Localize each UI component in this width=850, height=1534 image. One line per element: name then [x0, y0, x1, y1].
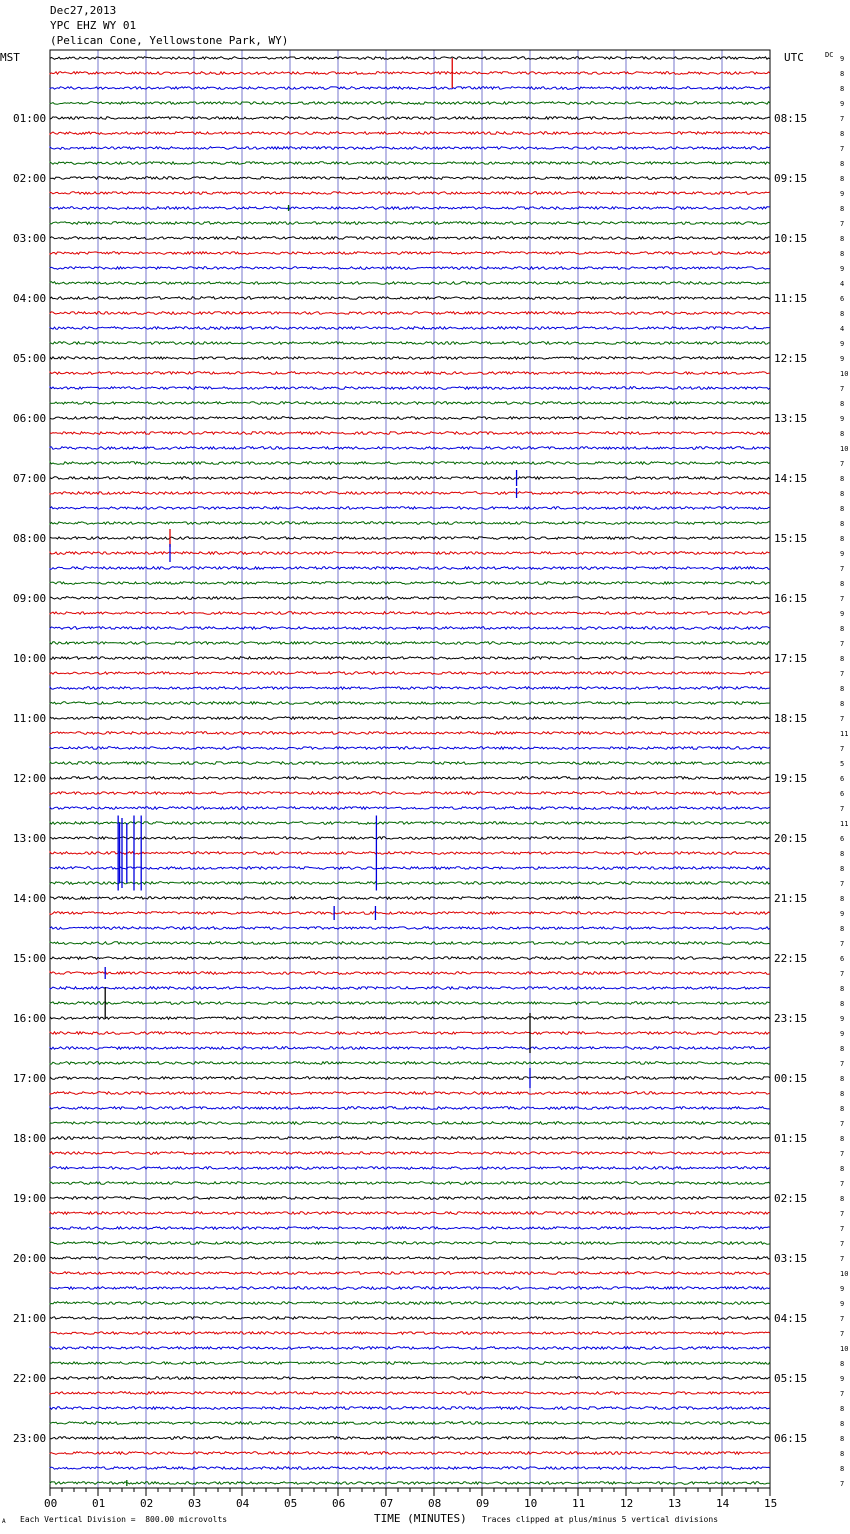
hour-label-left: 01:00 [13, 112, 47, 125]
trace-row [50, 1062, 770, 1065]
trace-row [50, 567, 770, 570]
hour-label-left: 13:00 [13, 832, 47, 845]
dc-offset-value: 8 [840, 1165, 845, 1173]
dc-offset-value: 6 [840, 835, 845, 843]
hour-label-left: 22:00 [13, 1372, 47, 1385]
hour-label-right: 12:15 [774, 352, 808, 365]
header-location: (Pelican Cone, Yellowstone Park, WY) [50, 34, 289, 47]
dc-offset-value: 8 [840, 1135, 845, 1143]
dc-offset-value: 7 [840, 1060, 845, 1068]
trace-row [50, 1317, 770, 1320]
trace-row [50, 477, 770, 480]
hour-label-left: 11:00 [13, 712, 47, 725]
dc-offset-value: 9 [840, 355, 845, 363]
dc-offset-value: 8 [840, 985, 845, 993]
trace-row [50, 942, 770, 945]
x-tick-label: 07 [380, 1497, 394, 1510]
hour-label-right: 16:15 [774, 592, 808, 605]
trace-row [50, 87, 770, 90]
x-tick-label: 15 [764, 1497, 778, 1510]
dc-offset-value: 9 [840, 1300, 845, 1308]
trace-row [50, 792, 770, 795]
dc-offset-value: 8 [840, 235, 845, 243]
trace-row [50, 777, 770, 780]
trace-row [50, 1107, 770, 1110]
x-tick-label: 12 [620, 1497, 634, 1510]
hour-label-left: 03:00 [13, 232, 47, 245]
trace-row [50, 1452, 770, 1455]
hour-label-right: 11:15 [774, 292, 808, 305]
dc-offset-value: 8 [840, 475, 845, 483]
trace-row [50, 1167, 770, 1170]
hour-label-left: 04:00 [13, 292, 47, 305]
hour-label-left: 06:00 [13, 412, 47, 425]
hour-label-right: 22:15 [774, 952, 808, 965]
dc-offset-value: 9 [840, 1030, 845, 1038]
trace-row [50, 1002, 770, 1005]
clip-note: Traces clipped at plus/minus 5 vertical divisions [482, 1515, 719, 1524]
dc-offset-value: 9 [840, 910, 845, 918]
trace-row [50, 207, 770, 210]
trace-row [50, 702, 770, 705]
trace-row [50, 1482, 770, 1485]
x-tick-label: 02 [140, 1497, 154, 1510]
x-tick-label: 04 [236, 1497, 250, 1510]
trace-row [50, 762, 770, 765]
dc-offset-value: 8 [840, 430, 845, 438]
hour-label-left: 10:00 [13, 652, 47, 665]
dc-offset-value: 8 [840, 685, 845, 693]
trace-row [50, 537, 770, 540]
dc-offset-value: 10 [840, 370, 849, 378]
hour-label-left: 05:00 [13, 352, 47, 365]
dc-offset-value: 7 [840, 1255, 845, 1263]
x-axis-label: TIME (MINUTES) [374, 1512, 467, 1525]
header-date: Dec27,2013 [50, 4, 117, 17]
dc-offset-value: 9 [840, 1285, 845, 1293]
dc-offset-value: 8 [840, 175, 845, 183]
trace-row [50, 657, 770, 660]
dc-offset-value: 8 [840, 520, 845, 528]
trace-row [50, 687, 770, 690]
dc-offset-value: 8 [840, 1465, 845, 1473]
header-station: YPC EHZ WY 01 [50, 19, 137, 32]
dc-offset-value: 7 [840, 880, 845, 888]
trace-row [50, 987, 770, 990]
hour-label-right: 03:15 [774, 1252, 808, 1265]
trace-row [50, 1032, 770, 1035]
x-tick-label: 14 [716, 1497, 730, 1510]
dc-offset-value: 7 [840, 1390, 845, 1398]
trace-row [50, 222, 770, 225]
trace-row [50, 1437, 770, 1440]
trace-row [50, 867, 770, 870]
x-tick-label: 03 [188, 1497, 202, 1510]
hour-label-right: 21:15 [774, 892, 808, 905]
trace-row [50, 597, 770, 600]
trace-row [50, 267, 770, 270]
left-timezone-label: MST [0, 51, 20, 64]
trace-row [50, 492, 770, 495]
trace-row [50, 237, 770, 240]
dc-offset-value: 9 [840, 1375, 845, 1383]
dc-offset-value: 8 [840, 895, 845, 903]
trace-row [50, 72, 770, 75]
trace-row [50, 1422, 770, 1425]
trace-row [50, 1302, 770, 1305]
trace-row [50, 1047, 770, 1050]
dc-offset-value: 7 [840, 1180, 845, 1188]
hour-label-left: 07:00 [13, 472, 47, 485]
hour-label-right: 09:15 [774, 172, 808, 185]
dc-offset-value: 7 [840, 115, 845, 123]
dc-offset-value: 8 [840, 1195, 845, 1203]
hour-label-right: 20:15 [774, 832, 808, 845]
x-tick-label: 13 [668, 1497, 682, 1510]
dc-label: DC [825, 51, 834, 59]
dc-offset-value: 8 [840, 205, 845, 213]
dc-offset-value: 7 [840, 1225, 845, 1233]
dc-offset-value: 6 [840, 955, 845, 963]
hour-label-right: 10:15 [774, 232, 808, 245]
dc-offset-value: 8 [840, 1450, 845, 1458]
hour-label-left: 09:00 [13, 592, 47, 605]
dc-offset-value: 7 [840, 595, 845, 603]
hour-label-right: 02:15 [774, 1192, 808, 1205]
trace-row [50, 672, 770, 675]
x-tick-label: 00 [44, 1497, 58, 1510]
hour-label-left: 08:00 [13, 532, 47, 545]
corner-mark: A [2, 1518, 6, 1525]
trace-row [50, 1467, 770, 1470]
dc-offset-value: 8 [840, 310, 845, 318]
hour-label-left: 15:00 [13, 952, 47, 965]
trace-row [50, 1272, 770, 1275]
trace-row [50, 1182, 770, 1185]
dc-offset-value: 9 [840, 100, 845, 108]
dc-offset-value: 8 [840, 700, 845, 708]
dc-offset-value: 10 [840, 445, 849, 453]
dc-offset-value: 8 [840, 865, 845, 873]
trace-row [50, 447, 770, 450]
trace-row [50, 837, 770, 840]
dc-offset-value: 8 [840, 1405, 845, 1413]
trace-row [50, 327, 770, 330]
dc-offset-value: 8 [840, 400, 845, 408]
hour-label-right: 04:15 [774, 1312, 808, 1325]
trace-row [50, 357, 770, 360]
trace-row [50, 282, 770, 285]
dc-offset-value: 9 [840, 415, 845, 423]
trace-row [50, 402, 770, 405]
dc-offset-value: 7 [840, 970, 845, 978]
dc-offset-value: 7 [840, 460, 845, 468]
trace-row [50, 177, 770, 180]
trace-row [50, 582, 770, 585]
dc-offset-value: 8 [840, 250, 845, 258]
trace-row [50, 522, 770, 525]
dc-offset-value: 8 [840, 625, 845, 633]
x-tick-label: 01 [92, 1497, 106, 1510]
dc-offset-value: 9 [840, 610, 845, 618]
trace-row [50, 297, 770, 300]
trace-row [50, 312, 770, 315]
trace-row [50, 57, 770, 60]
dc-offset-value: 10 [840, 1270, 849, 1278]
dc-offset-value: 10 [840, 1345, 849, 1353]
dc-offset-value: 8 [840, 1000, 845, 1008]
hour-label-left: 20:00 [13, 1252, 47, 1265]
trace-row [50, 642, 770, 645]
dc-offset-value: 6 [840, 295, 845, 303]
dc-offset-value: 7 [840, 1240, 845, 1248]
trace-row [50, 1377, 770, 1380]
hour-label-right: 01:15 [774, 1132, 808, 1145]
trace-row [50, 1332, 770, 1335]
trace-row [50, 1347, 770, 1350]
dc-offset-value: 7 [840, 385, 845, 393]
dc-offset-value: 8 [840, 1420, 845, 1428]
trace-row [50, 1392, 770, 1395]
trace-row [50, 162, 770, 165]
dc-offset-value: 8 [840, 1090, 845, 1098]
hour-label-right: 13:15 [774, 412, 808, 425]
dc-offset-value: 9 [840, 340, 845, 348]
trace-row [50, 1227, 770, 1230]
x-tick-label: 05 [284, 1497, 298, 1510]
x-tick-label: 10 [524, 1497, 538, 1510]
x-tick-label: 08 [428, 1497, 442, 1510]
dc-offset-value: 8 [840, 655, 845, 663]
trace-row [50, 342, 770, 345]
dc-offset-value: 8 [840, 1435, 845, 1443]
trace-row [50, 612, 770, 615]
dc-offset-value: 7 [840, 1120, 845, 1128]
trace-row [50, 1137, 770, 1140]
dc-offset-value: 8 [840, 505, 845, 513]
dc-offset-value: 7 [840, 715, 845, 723]
dc-offset-value: 7 [840, 940, 845, 948]
trace-row [50, 1092, 770, 1095]
trace-row [50, 102, 770, 105]
hour-label-right: 00:15 [774, 1072, 808, 1085]
trace-row [50, 627, 770, 630]
dc-offset-value: 4 [840, 280, 845, 288]
trace-row [50, 897, 770, 900]
dc-offset-value: 7 [840, 1330, 845, 1338]
dc-offset-value: 7 [840, 1150, 845, 1158]
hour-label-left: 16:00 [13, 1012, 47, 1025]
dc-offset-value: 8 [840, 580, 845, 588]
dc-offset-value: 8 [840, 85, 845, 93]
dc-offset-value: 8 [840, 925, 845, 933]
dc-offset-value: 8 [840, 1045, 845, 1053]
trace-row [50, 507, 770, 510]
trace-row [50, 732, 770, 735]
trace-row [50, 387, 770, 390]
x-tick-label: 06 [332, 1497, 346, 1510]
dc-offset-value: 7 [840, 565, 845, 573]
hour-label-left: 19:00 [13, 1192, 47, 1205]
hour-label-right: 05:15 [774, 1372, 808, 1385]
hour-label-right: 23:15 [774, 1012, 808, 1025]
hour-label-left: 18:00 [13, 1132, 47, 1145]
dc-offset-value: 7 [840, 745, 845, 753]
trace-row [50, 1152, 770, 1155]
trace-row [50, 912, 770, 915]
dc-offset-value: 7 [840, 1480, 845, 1488]
trace-row [50, 147, 770, 150]
dc-offset-value: 4 [840, 325, 845, 333]
hour-label-left: 23:00 [13, 1432, 47, 1445]
x-tick-label: 09 [476, 1497, 490, 1510]
dc-offset-value: 7 [840, 670, 845, 678]
dc-offset-value: 8 [840, 130, 845, 138]
dc-offset-value: 9 [840, 55, 845, 63]
trace-row [50, 822, 770, 825]
dc-offset-value: 6 [840, 790, 845, 798]
dc-offset-value: 9 [840, 1015, 845, 1023]
hour-label-right: 06:15 [774, 1432, 808, 1445]
dc-offset-value: 8 [840, 70, 845, 78]
hour-label-left: 02:00 [13, 172, 47, 185]
dc-offset-value: 8 [840, 1105, 845, 1113]
dc-offset-value: 8 [840, 1075, 845, 1083]
dc-offset-value: 7 [840, 805, 845, 813]
dc-offset-value: 9 [840, 190, 845, 198]
dc-offset-value: 5 [840, 760, 845, 768]
trace-row [50, 957, 770, 960]
dc-offset-value: 11 [840, 820, 849, 828]
trace-row [50, 252, 770, 255]
dc-offset-value: 8 [840, 490, 845, 498]
right-timezone-label: UTC [784, 51, 804, 64]
trace-row [50, 192, 770, 195]
trace-row [50, 1197, 770, 1200]
trace-row [50, 1077, 770, 1080]
hour-label-right: 08:15 [774, 112, 808, 125]
hour-label-right: 14:15 [774, 472, 808, 485]
hour-label-right: 19:15 [774, 772, 808, 785]
scale-note: Each Vertical Division = 800.00 microvolts [20, 1515, 228, 1524]
trace-row [50, 552, 770, 555]
trace-row [50, 852, 770, 855]
dc-offset-value: 9 [840, 550, 845, 558]
trace-row [50, 462, 770, 465]
hour-label-left: 12:00 [13, 772, 47, 785]
x-tick-label: 11 [572, 1497, 586, 1510]
trace-row [50, 1257, 770, 1260]
hour-label-left: 21:00 [13, 1312, 47, 1325]
dc-offset-value: 11 [840, 730, 849, 738]
trace-row [50, 972, 770, 975]
hour-label-right: 18:15 [774, 712, 808, 725]
dc-offset-value: 8 [840, 535, 845, 543]
dc-offset-value: 8 [840, 160, 845, 168]
trace-row [50, 1212, 770, 1215]
trace-row [50, 807, 770, 810]
trace-row [50, 1407, 770, 1410]
dc-offset-value: 7 [840, 640, 845, 648]
dc-offset-value: 7 [840, 220, 845, 228]
trace-row [50, 1017, 770, 1020]
hour-label-left: 14:00 [13, 892, 47, 905]
hour-label-right: 15:15 [774, 532, 808, 545]
dc-offset-value: 9 [840, 265, 845, 273]
dc-offset-value: 7 [840, 145, 845, 153]
dc-offset-value: 7 [840, 1315, 845, 1323]
trace-row [50, 717, 770, 720]
trace-row [50, 927, 770, 930]
trace-row [50, 882, 770, 885]
trace-row [50, 132, 770, 135]
trace-row [50, 432, 770, 435]
hour-label-right: 17:15 [774, 652, 808, 665]
dc-offset-value: 7 [840, 1210, 845, 1218]
trace-row [50, 1362, 770, 1365]
trace-row [50, 417, 770, 420]
dc-offset-value: 8 [840, 1360, 845, 1368]
dc-offset-value: 6 [840, 775, 845, 783]
trace-row [50, 117, 770, 120]
trace-row [50, 1122, 770, 1125]
dc-offset-value: 8 [840, 850, 845, 858]
trace-row [50, 747, 770, 750]
hour-label-left: 17:00 [13, 1072, 47, 1085]
trace-row [50, 1287, 770, 1290]
trace-row [50, 1242, 770, 1245]
trace-row [50, 372, 770, 375]
